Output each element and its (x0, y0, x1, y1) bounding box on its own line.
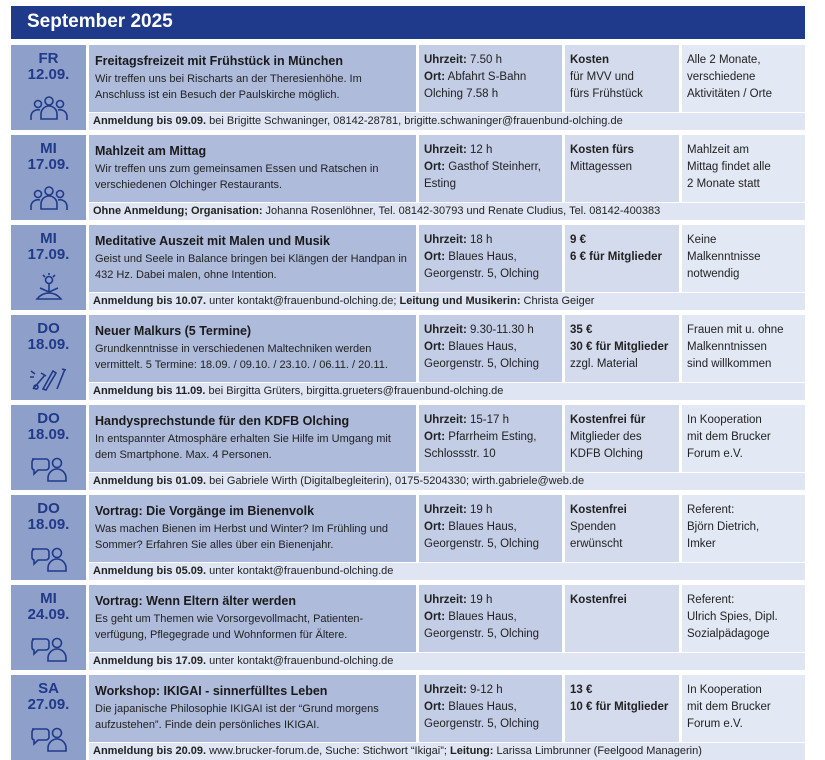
note-line: Frauen mit u. ohne (687, 324, 784, 336)
cost-line: Kostenfrei (570, 504, 627, 516)
registration-label: Anmeldung bis 11.09. (93, 385, 206, 397)
month-header (11, 6, 805, 39)
registration-text: bei Birgitta Grüters, birgitta.grueters@frauenbund-olching.de (205, 385, 504, 397)
registration-footer (89, 293, 805, 310)
date-box (11, 495, 86, 580)
event-row (11, 225, 805, 310)
time-value: 9-12 h (466, 684, 503, 696)
cost-line: Kostenfrei (570, 594, 627, 606)
registration-text-2: Christa Geiger (520, 295, 595, 307)
event-title: Neuer Malkurs (5 Termine) (95, 324, 252, 338)
cost-line: Spenden (570, 521, 617, 533)
registration-label: Anmeldung bis 20.09. (93, 745, 207, 757)
date-box (11, 675, 86, 760)
event-row (11, 45, 805, 130)
cost-cell (565, 315, 679, 382)
note-line: In Kooperation (687, 414, 762, 426)
time-place-cell (419, 405, 562, 472)
cost-line: 10 € für Mitglieder (570, 701, 669, 713)
group-icon (29, 93, 69, 123)
time-label: Uhrzeit: (424, 594, 467, 606)
date-box (11, 135, 86, 220)
place-value: Pfarrheim Esting, Schlossstr. 10 (424, 431, 537, 460)
registration-text: unter kontakt@frauenbund-olching.de; (206, 295, 400, 307)
event-description: Wir treffen uns zum gemeinsamen Essen und Ratschen in verschiedenen Olchinger Restaurants. (95, 163, 379, 191)
registration-label-2: Leitung und Musikerin: (399, 295, 521, 307)
place-label: Ort: (424, 431, 446, 443)
time-place-cell (419, 675, 562, 742)
event-title: Workshop: IKIGAI - sinnerfülltes Leben (95, 684, 328, 698)
event-date: 17.09. (27, 246, 70, 263)
registration-text: bei Brigitte Schwaninger, 08142-28781, brigitte.schwaninger@frauenbund-olching.de (206, 115, 623, 127)
weekday: FR (38, 50, 59, 67)
time-value: 19 h (466, 504, 493, 516)
event-title: Handysprechstunde für den KDFB Olching (95, 414, 350, 428)
note-cell (682, 675, 805, 742)
note-cell (682, 225, 805, 292)
registration-text: unter kontakt@frauenbund-olching.de (206, 565, 394, 577)
event-description-cell (89, 405, 416, 472)
note-cell (682, 45, 805, 112)
paint-tools-icon (29, 363, 69, 393)
event-description-cell (89, 495, 416, 562)
cost-line: erwünscht (570, 538, 623, 550)
time-value: 7.50 h (466, 54, 502, 66)
event-title: Vortrag: Wenn Eltern älter werden (95, 594, 296, 608)
event-description-cell (89, 45, 416, 112)
cost-line: 6 € für Mitglieder (570, 251, 663, 263)
time-value: 18 h (466, 234, 493, 246)
event-date: 18.09. (27, 516, 70, 533)
note-cell (682, 315, 805, 382)
event-description: Was machen Bienen im Herbst und Winter? Im Frühling und Sommer? Erfahren Sie alles über ein Bienenjahr. (95, 523, 389, 551)
cost-line: 13 € (570, 684, 593, 696)
time-value: 19 h (466, 594, 493, 606)
note-line: mit dem Brucker (687, 431, 771, 443)
time-label: Uhrzeit: (424, 234, 467, 246)
time-place-cell (419, 495, 562, 562)
note-line: verschiedene (687, 71, 756, 83)
cost-line: 35 € (570, 324, 593, 336)
weekday: MI (40, 140, 57, 157)
time-label: Uhrzeit: (424, 414, 467, 426)
cost-cell (565, 45, 679, 112)
event-description: Es geht um Themen wie Vorsorgevollmacht, Patienten-verfügung, Pflegegrade und Wohnformen für Ältere. (95, 613, 364, 641)
note-line: Malkenntnisse (687, 251, 761, 263)
note-line: In Kooperation (687, 684, 762, 696)
time-label: Uhrzeit: (424, 144, 467, 156)
registration-footer (89, 203, 805, 220)
weekday: MI (40, 590, 57, 607)
cost-cell (565, 675, 679, 742)
note-line: sind willkommen (687, 358, 772, 370)
event-date: 24.09. (27, 606, 70, 623)
event-description: Die japanische Philosophie IKIGAI ist der “Grund morgens aufzustehen”. Finde dein persönliches IKIGAI. (95, 703, 379, 731)
event-title: Freitagsfreizeit mit Frühstück in München (95, 54, 343, 68)
registration-footer (89, 563, 805, 580)
time-label: Uhrzeit: (424, 54, 467, 66)
event-row (11, 315, 805, 400)
note-line: Mittag findet alle (687, 161, 771, 173)
registration-footer (89, 473, 805, 490)
place-label: Ort: (424, 71, 446, 83)
registration-label: Anmeldung bis 17.09. (93, 655, 207, 667)
event-row (11, 495, 805, 580)
date-box (11, 315, 86, 400)
place-value: Gasthof Steinherr, Esting (424, 161, 541, 190)
registration-label: Anmeldung bis 10.07. (93, 295, 207, 307)
date-box (11, 45, 86, 130)
event-description-cell (89, 135, 416, 202)
cost-cell (565, 135, 679, 202)
place-value: Blaues Haus, Georgenstr. 5, Olching (424, 521, 540, 550)
registration-label: Anmeldung bis 01.09. (93, 475, 207, 487)
talk-icon (29, 723, 69, 753)
weekday: DO (37, 320, 60, 337)
note-line: Sozialpädagoge (687, 628, 770, 640)
note-line: Imker (687, 538, 716, 550)
place-value: Blaues Haus, Georgenstr. 5, Olching (424, 701, 540, 730)
place-value: Blaues Haus, Georgenstr. 5, Olching (424, 251, 540, 280)
registration-text: www.brucker-forum.de, Suche: Stichwort “Ikigai”; (206, 745, 451, 757)
event-date: 17.09. (27, 156, 70, 173)
time-value: 12 h (466, 144, 493, 156)
cost-cell (565, 405, 679, 472)
date-box (11, 405, 86, 490)
registration-label: Anmeldung bis 09.09. (93, 115, 207, 127)
cost-line: 30 € für Mitglieder (570, 341, 669, 353)
note-cell (682, 495, 805, 562)
note-line: Forum e.V. (687, 448, 743, 460)
cost-line: zzgl. Material (570, 358, 638, 370)
cost-line: Mittagessen (570, 161, 633, 173)
place-label: Ort: (424, 161, 446, 173)
registration-footer (89, 383, 805, 400)
place-label: Ort: (424, 341, 446, 353)
event-row (11, 405, 805, 490)
event-title: Meditative Auszeit mit Malen und Musik (95, 234, 330, 248)
note-cell (682, 405, 805, 472)
talk-icon (29, 453, 69, 483)
note-cell (682, 135, 805, 202)
event-row (11, 585, 805, 670)
time-place-cell (419, 135, 562, 202)
place-label: Ort: (424, 611, 446, 623)
note-line: Referent: (687, 594, 735, 606)
time-value: 9.30-11.30 h (466, 324, 534, 336)
event-date: 18.09. (27, 426, 70, 443)
note-line: Mahlzeit am (687, 144, 749, 156)
event-description-cell (89, 225, 416, 292)
month-title: September 2025 (27, 11, 173, 32)
cost-line: Kosten (570, 54, 609, 66)
event-description-cell (89, 675, 416, 742)
weekday: MI (40, 230, 57, 247)
registration-label-2: Leitung: (450, 745, 494, 757)
event-row (11, 135, 805, 220)
cost-line: Kostenfrei für (570, 414, 646, 426)
place-label: Ort: (424, 251, 446, 263)
event-description: In entspannter Atmosphäre erhalten Sie Hilfe im Umgang mit dem Smartphone. Max. 4 Personen. (95, 433, 391, 461)
time-place-cell (419, 585, 562, 652)
event-date: 27.09. (27, 696, 70, 713)
event-description-cell (89, 585, 416, 652)
group-icon (29, 183, 69, 213)
registration-footer (89, 653, 805, 670)
registration-label: Anmeldung bis 05.09. (93, 565, 207, 577)
note-line: 2 Monate statt (687, 178, 760, 190)
note-line: Malkenntnissen (687, 341, 767, 353)
time-label: Uhrzeit: (424, 684, 467, 696)
note-line: notwendig (687, 268, 740, 280)
note-cell (682, 585, 805, 652)
cost-line: fürs Frühstück (570, 88, 643, 100)
event-description-cell (89, 315, 416, 382)
time-place-cell (419, 225, 562, 292)
note-line: Ulrich Spies, Dipl. (687, 611, 778, 623)
registration-footer (89, 113, 805, 130)
time-place-cell (419, 45, 562, 112)
place-value: Blaues Haus, Georgenstr. 5, Olching (424, 611, 540, 640)
registration-footer (89, 743, 805, 760)
time-label: Uhrzeit: (424, 504, 467, 516)
cost-line: 9 € (570, 234, 586, 246)
cost-cell (565, 225, 679, 292)
place-label: Ort: (424, 521, 446, 533)
registration-text: unter kontakt@frauenbund-olching.de (206, 655, 394, 667)
registration-text: Johanna Rosenlöhner, Tel. 08142-30793 und Renate Cludius, Tel. 08142-400383 (262, 205, 661, 217)
event-description: Geist und Seele in Balance bringen bei Klängen der Handpan in 432 Hz. Dabei malen, ohne Intention. (95, 253, 407, 281)
cost-line: KDFB Olching (570, 448, 643, 460)
time-label: Uhrzeit: (424, 324, 467, 336)
event-date: 12.09. (27, 66, 70, 83)
cost-cell (565, 495, 679, 562)
weekday: DO (37, 500, 60, 517)
date-box (11, 585, 86, 670)
event-date: 18.09. (27, 336, 70, 353)
meditation-icon (29, 273, 69, 303)
date-box (11, 225, 86, 310)
registration-label: Ohne Anmeldung; Organisation: (93, 205, 263, 217)
note-line: Keine (687, 234, 717, 246)
talk-icon (29, 543, 69, 573)
event-description: Wir treffen uns bei Rischarts an der Theresienhöhe. Im Anschluss ist ein Besuch der Paulskirche möglich. (95, 73, 362, 101)
note-line: Aktivitäten / Orte (687, 88, 773, 100)
place-label: Ort: (424, 701, 446, 713)
cost-line: Kosten fürs (570, 144, 634, 156)
note-line: Referent: (687, 504, 735, 516)
note-line: Björn Dietrich, (687, 521, 760, 533)
cost-cell (565, 585, 679, 652)
registration-text-2: Larissa Limbrunner (Feelgood Managerin) (493, 745, 702, 757)
cost-line: Mitglieder des (570, 431, 642, 443)
note-line: Forum e.V. (687, 718, 743, 730)
place-value: Abfahrt S-Bahn Olching 7.58 h (424, 71, 527, 100)
cost-line: für MVV und (570, 71, 634, 83)
time-value: 15-17 h (466, 414, 510, 426)
weekday: DO (37, 410, 60, 427)
event-title: Mahlzeit am Mittag (95, 144, 207, 158)
weekday: SA (38, 680, 59, 697)
event-title: Vortrag: Die Vorgänge im Bienenvolk (95, 504, 315, 518)
note-line: mit dem Brucker (687, 701, 771, 713)
note-line: Alle 2 Monate, (687, 54, 761, 66)
place-value: Blaues Haus, Georgenstr. 5, Olching (424, 341, 540, 370)
event-description: Grundkenntnisse in verschiedenen Maltechniken werden vermittelt. 5 Termine: 18.09. / 09.10. / 23.10. / 06.11. / 20.11. (95, 343, 388, 371)
time-place-cell (419, 315, 562, 382)
event-row (11, 675, 805, 760)
registration-text: bei Gabriele Wirth (Digitalbegleiterin), 0175-5204330; wirth.gabriele@web.de (206, 475, 585, 487)
talk-icon (29, 633, 69, 663)
